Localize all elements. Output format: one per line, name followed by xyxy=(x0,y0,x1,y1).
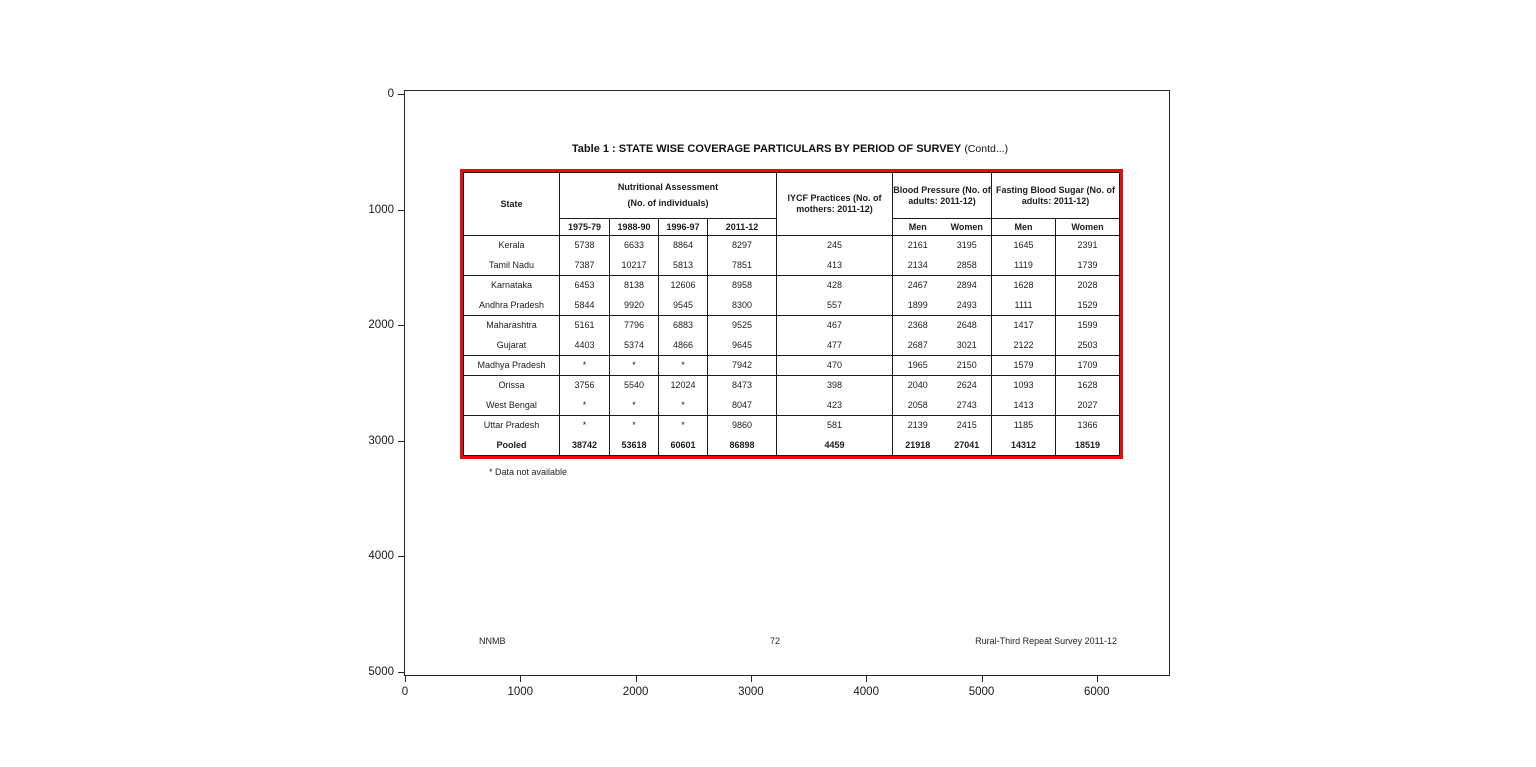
cell-bp-men: 2368 xyxy=(893,316,943,336)
cell-2011-12: 7851 xyxy=(708,256,777,276)
cell-1996-97: * xyxy=(659,396,708,416)
cell-1975-79: 5161 xyxy=(560,316,610,336)
cell-1996-97: * xyxy=(659,416,708,436)
cell-iycf: 557 xyxy=(777,296,893,316)
table-red-border xyxy=(460,169,1123,459)
cell-2011-12: 9525 xyxy=(708,316,777,336)
x-axis-tick xyxy=(1097,676,1098,682)
cell-iycf: 4459 xyxy=(777,436,893,456)
cell-fbs-women: 1529 xyxy=(1056,296,1120,316)
cell-fbs-women: 2027 xyxy=(1056,396,1120,416)
cell-bp-men: 21918 xyxy=(893,436,943,456)
footer-survey-label: Rural-Third Repeat Survey 2011-12 xyxy=(975,636,1117,646)
y-axis-tick-label: 4000 xyxy=(368,550,394,562)
x-axis-tick-label: 2000 xyxy=(622,686,649,698)
col-header-1988-90: 1988-90 xyxy=(610,219,659,236)
table-row xyxy=(464,416,1120,436)
cell-1996-97: 60601 xyxy=(659,436,708,456)
cell-fbs-men: 1111 xyxy=(992,296,1056,316)
cell-1975-79: * xyxy=(560,396,610,416)
cell-fbs-men: 1185 xyxy=(992,416,1056,436)
cell-fbs-women: 1739 xyxy=(1056,256,1120,276)
cell-2011-12: 7942 xyxy=(708,356,777,376)
cell-1988-90: * xyxy=(610,416,659,436)
state-cell: Uttar Pradesh xyxy=(464,416,560,436)
table-row xyxy=(464,256,1120,276)
state-cell: Andhra Pradesh xyxy=(478,299,545,310)
cell-fbs-women: 1709 xyxy=(1056,356,1120,376)
x-axis-tick-label: 5000 xyxy=(968,686,995,698)
cell-bp-men: 1965 xyxy=(893,356,943,376)
y-axis-tick xyxy=(398,556,404,557)
cell-1988-90: 53618 xyxy=(610,436,659,456)
cell-2011-12: 9645 xyxy=(708,336,777,356)
cell-1988-90: 5374 xyxy=(610,336,659,356)
cell-bp-women: 27041 xyxy=(954,439,980,450)
col-header-fbs-men: Men xyxy=(992,219,1056,236)
y-axis-tick xyxy=(398,441,404,442)
cell-bp-women: 2894 xyxy=(943,276,992,296)
cell-bp-women: 2648 xyxy=(943,316,992,336)
table-row xyxy=(464,436,1120,456)
col-header-bp-women: Women xyxy=(943,219,992,236)
state-cell: Karnataka xyxy=(464,276,560,296)
y-axis-tick-label: 0 xyxy=(387,88,394,100)
table-title-contd: (Contd...) xyxy=(964,143,1009,155)
col-header-blood-pressure: Blood Pressure (No. of adults: 2011-12) xyxy=(893,173,992,219)
cell-fbs-men: 1413 xyxy=(992,396,1056,416)
cell-1975-79: 4403 xyxy=(560,336,610,356)
table-row xyxy=(464,356,1120,376)
x-axis-tick xyxy=(405,676,406,682)
state-cell: Orissa xyxy=(464,376,560,396)
table-body xyxy=(464,236,1120,456)
cell-1988-90: * xyxy=(610,356,659,376)
state-cell: Kerala xyxy=(498,240,525,251)
y-axis-tick-label: 3000 xyxy=(368,434,394,447)
cell-fbs-men: 2122 xyxy=(992,336,1056,356)
state-cell: Gujarat xyxy=(496,339,527,350)
col-header-nutritional xyxy=(560,173,777,219)
cell-2011-12: 8047 xyxy=(708,396,777,416)
x-axis-tick xyxy=(751,676,752,682)
col-header-1996-97: 1996-97 xyxy=(659,219,708,236)
cell-iycf: 423 xyxy=(777,396,893,416)
cell-1988-90: 6633 xyxy=(610,236,659,256)
state-cell: West Bengal xyxy=(486,399,537,410)
cell-bp-men: 2058 xyxy=(893,396,943,416)
cell-fbs-women: 2391 xyxy=(1056,236,1120,256)
cell-fbs-women: 1366 xyxy=(1056,416,1120,436)
cell-bp-women: 2415 xyxy=(943,416,992,436)
cell-bp-men: 1899 xyxy=(893,296,943,316)
table-row xyxy=(464,296,1120,316)
cell-1988-90: 7796 xyxy=(610,316,659,336)
cell-fbs-men: 1628 xyxy=(992,276,1056,296)
table-title-main: Table 1 : STATE WISE COVERAGE PARTICULARS BY PERIOD OF SURVEY xyxy=(571,143,962,155)
cell-fbs-women: 1628 xyxy=(1056,376,1120,396)
cell-1975-79: 5844 xyxy=(560,296,610,316)
col-header-iycf: IYCF Practices (No. of mothers: 2011-12) xyxy=(777,173,893,236)
nutritional-header-line1: Nutritional Assessment xyxy=(617,182,719,193)
cell-fbs-men: 14312 xyxy=(992,436,1056,456)
footnote-data-not-available: * Data not available xyxy=(489,467,568,477)
col-header-state: State xyxy=(464,173,560,236)
cell-iycf: 413 xyxy=(777,256,893,276)
cell-fbs-men: 1645 xyxy=(992,236,1056,256)
cell-bp-women: 2493 xyxy=(956,299,977,310)
cell-2011-12: 8473 xyxy=(708,376,777,396)
cell-1988-90: 10217 xyxy=(610,256,659,276)
cell-2011-12: 9860 xyxy=(708,416,777,436)
col-header-1975-79: 1975-79 xyxy=(560,219,610,236)
x-axis-tick xyxy=(982,676,983,682)
cell-fbs-men: 1417 xyxy=(992,316,1056,336)
cell-1975-79: 5738 xyxy=(560,236,610,256)
state-cell: Pooled xyxy=(496,439,527,450)
header-row-groups xyxy=(464,173,1120,219)
cell-1996-97: 12606 xyxy=(659,276,708,296)
y-axis-tick-label: 5000 xyxy=(368,665,394,678)
cell-fbs-women: 2503 xyxy=(1056,336,1120,356)
coverage-table xyxy=(463,172,1120,456)
nutritional-header-line2: (No. of individuals) xyxy=(627,198,709,208)
cell-iycf: 428 xyxy=(777,276,893,296)
table-row xyxy=(464,336,1120,356)
cell-1988-90: 5540 xyxy=(610,376,659,396)
cell-1975-79: 38742 xyxy=(560,436,610,456)
y-axis-tick xyxy=(398,210,404,211)
cell-2011-12: 8300 xyxy=(708,296,777,316)
table-row xyxy=(464,316,1120,336)
col-header-fasting-blood-sugar: Fasting Blood Sugar (No. of adults: 2011-12) xyxy=(992,173,1120,219)
cell-iycf: 581 xyxy=(777,416,893,436)
cell-bp-women: 2150 xyxy=(943,356,992,376)
cell-1988-90: 9920 xyxy=(610,296,659,316)
y-axis-tick xyxy=(398,94,404,95)
col-header-bp-men: Men xyxy=(893,219,943,236)
cell-1975-79: * xyxy=(560,416,610,436)
cell-iycf: 245 xyxy=(777,236,893,256)
x-axis-tick-label: 0 xyxy=(401,686,409,698)
cell-1996-97: 4866 xyxy=(659,336,708,356)
cell-bp-men: 2687 xyxy=(893,336,943,356)
cell-1975-79: 6453 xyxy=(560,276,610,296)
cell-1996-97: 5813 xyxy=(659,256,708,276)
y-axis-tick-label: 2000 xyxy=(368,319,394,331)
col-header-2011-12: 2011-12 xyxy=(708,219,777,236)
footer-org-label: NNMB xyxy=(479,636,506,646)
cell-fbs-women: 2028 xyxy=(1056,276,1120,296)
cell-iycf: 477 xyxy=(777,336,893,356)
x-axis-tick-label: 1000 xyxy=(507,686,534,698)
x-axis-tick-label: 6000 xyxy=(1084,686,1110,698)
cell-bp-women: 3021 xyxy=(956,339,977,350)
cell-1988-90: * xyxy=(610,396,659,416)
cell-bp-women: 2743 xyxy=(956,399,977,410)
table-row xyxy=(464,396,1120,416)
cell-fbs-women: 18519 xyxy=(1056,436,1120,456)
cell-1996-97: 9545 xyxy=(659,296,708,316)
cell-bp-men: 2134 xyxy=(893,256,943,276)
cell-iycf: 398 xyxy=(777,376,893,396)
cell-bp-men: 2467 xyxy=(893,276,943,296)
table-row xyxy=(464,236,1120,256)
cell-bp-men: 2161 xyxy=(893,236,943,256)
cell-iycf: 470 xyxy=(777,356,893,376)
cell-2011-12: 86898 xyxy=(708,436,777,456)
table-row xyxy=(464,276,1120,296)
cell-bp-women: 2858 xyxy=(956,259,977,270)
y-axis-tick xyxy=(398,672,404,673)
footer-page-number: 72 xyxy=(769,636,780,646)
table-title xyxy=(460,143,1120,155)
cell-bp-men: 2139 xyxy=(893,416,943,436)
cell-1975-79: * xyxy=(560,356,610,376)
cell-fbs-women: 1599 xyxy=(1056,316,1120,336)
x-axis-tick xyxy=(866,676,867,682)
cell-1996-97: * xyxy=(659,356,708,376)
y-axis-tick-label: 1000 xyxy=(368,203,394,216)
cell-bp-women: 2624 xyxy=(943,376,992,396)
cell-1996-97: 12024 xyxy=(659,376,708,396)
x-axis-tick-label: 4000 xyxy=(853,686,879,698)
cell-fbs-men: 1119 xyxy=(992,256,1056,276)
state-cell: Maharashtra xyxy=(464,316,560,336)
plot-axes xyxy=(404,90,1170,676)
cell-2011-12: 8297 xyxy=(708,236,777,256)
cell-1996-97: 6883 xyxy=(659,316,708,336)
cell-bp-women: 3195 xyxy=(956,240,977,251)
table-row xyxy=(464,376,1120,396)
col-header-fbs-women: Women xyxy=(1056,219,1120,236)
y-axis-tick xyxy=(398,325,404,326)
cell-1996-97: 8864 xyxy=(659,236,708,256)
x-axis-tick xyxy=(520,676,521,682)
x-axis-tick xyxy=(636,676,637,682)
cell-2011-12: 8958 xyxy=(708,276,777,296)
cell-1975-79: 3756 xyxy=(560,376,610,396)
x-axis-tick-label: 3000 xyxy=(738,686,764,698)
state-cell: Tamil Nadu xyxy=(488,259,535,270)
cell-1988-90: 8138 xyxy=(610,276,659,296)
cell-iycf: 467 xyxy=(777,316,893,336)
cell-fbs-men: 1093 xyxy=(992,376,1056,396)
state-cell: Madhya Pradesh xyxy=(464,356,560,376)
cell-1975-79: 7387 xyxy=(560,256,610,276)
cell-fbs-men: 1579 xyxy=(992,356,1056,376)
cell-bp-men: 2040 xyxy=(893,376,943,396)
